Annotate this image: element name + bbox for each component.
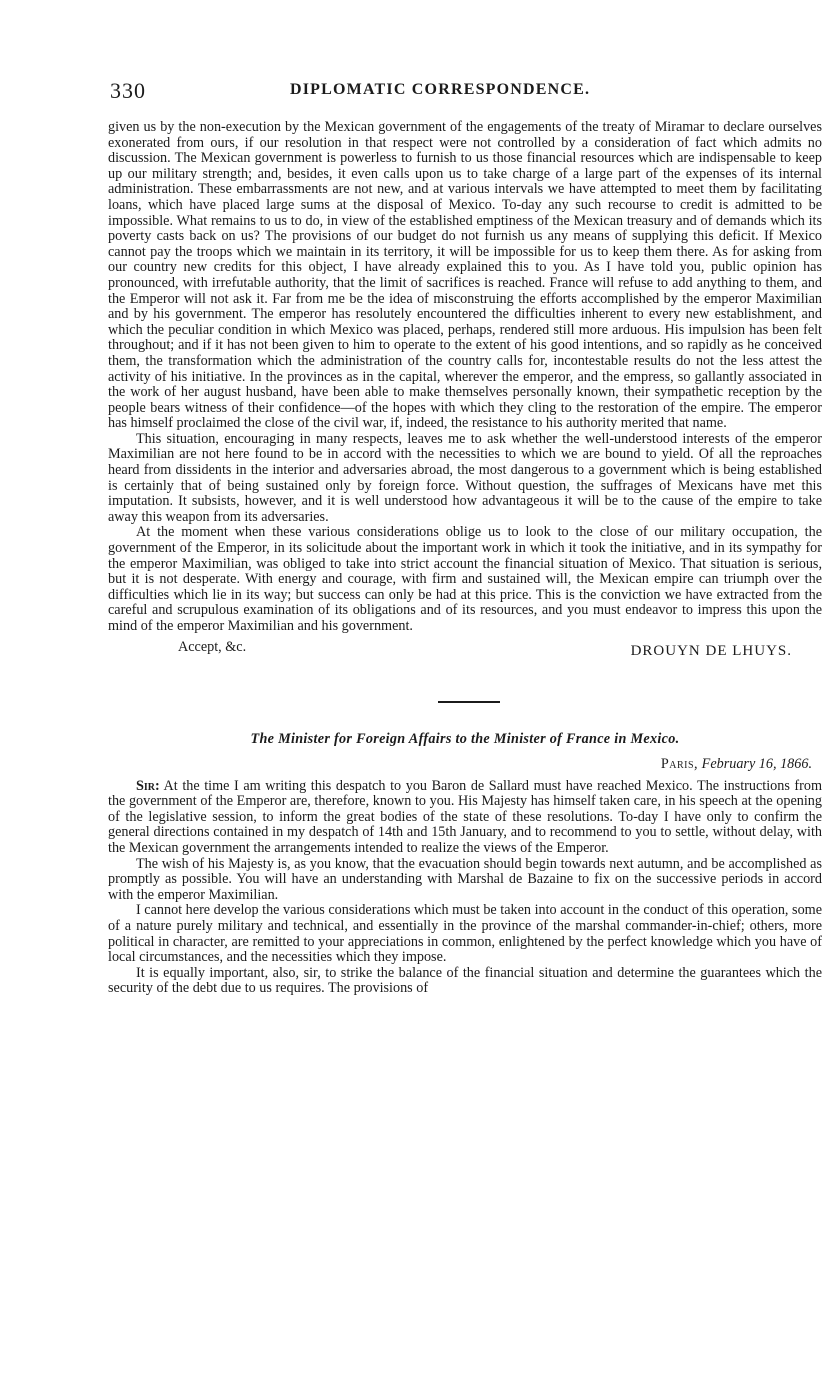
signature: DROUYN DE LHUYS. <box>630 642 792 659</box>
page-number: 330 <box>110 78 146 103</box>
letter-body <box>108 779 822 997</box>
paragraph <box>108 779 822 857</box>
dateline-place: Paris, <box>660 755 699 772</box>
closing-formula: Accept, &c. <box>178 638 247 655</box>
dateline-date: February 16, 1866. <box>701 755 812 772</box>
paragraph: The wish of his Majesty is, as you know, that the evacuation should begin towards next autumn, and be accomplished as promptly as possible. You will have an understanding with Marshal de Bazaine to fix on the successive periods in accord with the emperor Maximilian. <box>108 855 822 903</box>
paragraph: This situation, encouraging in many respects, leaves me to ask whether the well-understood interests of the emperor Maximilian are not here found to be in accord with the necessities to which we are bound to yield. Of all the reproaches heard from dissidents in the interior and adversaries abroad, the most dangerous to a government which is being established is certainly that of being sustained only by foreign force. Without question, the suffrages of Mexicans have met this imputation. It subsists, however, and it is well understood how advantageous it will be to the cause of the empire to take away this weapon from its adversaries. <box>108 430 822 525</box>
salutation: Sir: <box>136 777 160 794</box>
paragraph: At the moment when these various considerations oblige us to look to the close of our military occupation, the government of the Emperor, in its solicitude about the important work in which it took the initiative, and in its sympathy for the emperor Maximilian, was obliged to take into strict account the financial situation of Mexico. That situation is serious, but it is not desperate. With energy and courage, with firm and sustained will, the Mexican empire can triumph over the difficulties which lie in its way; but success can only be had at this price. This is the conviction we have extracted from the careful and scrupulous examination of its obligations and of its resources, and you must endeavor to impress this upon the mind of the emperor Maximilian and his government. <box>108 524 822 634</box>
page <box>108 78 822 997</box>
letter-title: The Minister for Foreign Affairs to the Minister of France in Mexico. <box>250 730 680 747</box>
letter-body-continued <box>108 120 822 635</box>
paragraph: I cannot here develop the various considerations which must be taken into account in the conduct of this operation, some of a nature purely military and technical, and essentially in the province of the marshal commander-in-chief; others, more political in character, are remitted to your appreciations in common, enlightened by the perfect knowledge which you have of local circumstances, and the necessities which they impose. <box>108 902 822 966</box>
letter-closing <box>108 639 822 661</box>
dateline <box>108 756 822 773</box>
section-divider <box>438 701 500 703</box>
running-head: DIPLOMATIC CORRESPONDENCE. <box>290 81 591 98</box>
paragraph: It is equally important, also, sir, to strike the balance of the financial situation and determine the guarantees which the security of the debt due to us requires. The provisions of <box>108 964 822 997</box>
paragraph: given us by the non-execution by the Mexican government of the engagements of the treaty of Miramar to declare ourselves exonerated from ours, if our resolution in that respect were not controlled by a consideration of fact which admits no discussion. The Mexican government is powerless to furnish to us those financial resources which are indispensable to keep up our military strength; and, besides, it even calls upon us to take charge of a large part of the expenses of its internal administration. These embarrassments are not new, and at various intervals we have attempted to meet them by facilitating loans, which have placed large sums at the disposal of Mexico. To-day any such recourse to credit is admitted to be impossible. What remains to us to do, in view of the established emptiness of the Mexican treasury and of demands which its poverty casts back on us? The provisions of our budget do not furnish us any means of supplying this deficit. If Mexico cannot pay the troops which we maintain in its territory, it will be impossible for us to keep them there. As for asking from our country new credits for this object, I have already explained this to you. As I have told you, public opinion has pronounced, with irrefutable authority, that the limit of sacrifices is reached. France will refuse to add anything to them, and the Emperor will not ask it. Far from me be the idea of misconstruing the efforts accomplished by the emperor Maximilian and by his government. The emperor has resolutely encountered the difficulties inherent to every new establishment, and which the peculiar condition in which Mexico was placed, perhaps, rendered still more arduous. His impulsion has been felt throughout; and if it has not been given to him to operate to the extent of his good intentions, and so rapidly as he conceived them, the transformation which the administration of the country calls for, incontestable results do not the less attest the activity of his initiative. In the provinces as in the capital, wherever the emperor, and the empress, so gallantly associated in the work of her august husband, have been able to make themselves personally known, their sympathetic reception by the people bears witness of their confidence—of the hopes with which they cling to the restoration of the empire. The emperor has himself proclaimed the close of the civil war, if, indeed, the resistance to his authority merited that name. <box>108 119 822 432</box>
paragraph-text: At the time I am writing this despatch to you Baron de Sallard must have reached Mexico. The instructions from the government of the Emperor are, therefore, known to you. His Majesty has himself taken care, in his speech at the opening of the legislative session, to inform the great bodies of the state of these resolutions. To-day I have only to confirm the general directions contained in my despatch of 14th and 15th January, and to recommend to you to settle, without delay, with the Mexican government the arrangements intended to realize the views of the Emperor. <box>108 777 823 856</box>
page-header <box>108 78 822 110</box>
